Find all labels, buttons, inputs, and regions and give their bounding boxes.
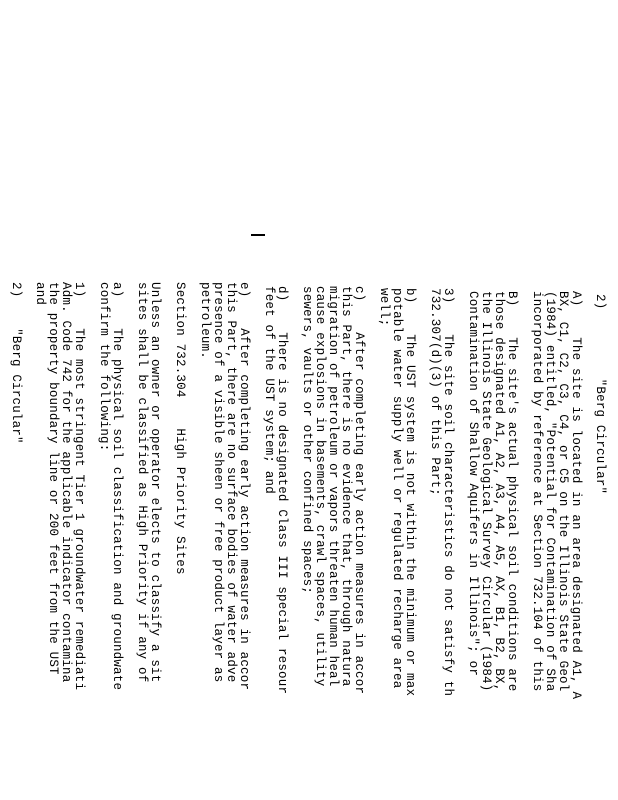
text-line: b) The UST system is not within the minimum or max [403,288,417,697]
text-line: 732.307(d)(3) of this Part; [428,288,442,496]
text-line: BX, C1, C2, C3, C4, or C5 on the Illinois State Geol [556,291,570,692]
text-line: Contamination of Shallow Aquifers in Illinois"; or [466,291,480,677]
text-line: petroleum. [198,282,212,360]
text-line: this Part, there are no surface bodies of water adve [224,282,238,683]
text-line: cause explosions in basements, crawl spaces, utility [313,286,327,687]
text-line: and [33,282,47,306]
text-line: the Illinois State Geological Survey Circular (1984) [479,291,493,692]
text-line: a) The physical soil classification and groundwate [110,282,124,691]
text-line: (1984) entitled, "Potential for Contamination of Sha [543,291,557,692]
text-line: incorporated by reference at Section 732.104 of this [530,291,544,692]
text-line: confirm the following: [97,282,111,452]
text-line: Unless an owner or operator elects to classify a sit [148,282,162,683]
text-line: feet of the UST system; and [262,286,276,494]
text-line: presence of a visible sheen or free product layer as [211,282,225,683]
text-line: sites shall be classified as High Priority if any of [135,282,149,683]
text-line: B) The site's actual physical soil conditions are [505,291,519,692]
text-line: well; [377,288,391,327]
text-line: 2) "Berg Circular" [9,282,23,444]
text-line: potable water supply well or regulated recharge area [390,288,404,689]
text-line: c) After completing early action measures in accor [352,286,366,695]
text-line: Adm. Code 742 for the applicable indicator contamina [59,282,73,683]
text-line: e) After completing early action measures in accor [237,282,251,691]
section-heading: Section 732.304 High Priority Sites [173,282,187,575]
text-line: sewers, vaults or other confined spaces; [300,286,314,595]
text-line: 3) The site soil characteristics do not satisfy th [441,288,455,697]
text-line: the property boundary line or 200 feet from the UST [46,282,60,675]
text-line: 1) The most stringent Tier 1 groundwater remediati [72,282,86,691]
text-line: this Part, there is no evidence that, through natura [339,286,353,687]
text-line: A) The site is located in an area designated A1, A [569,291,583,700]
dash-mark [251,234,265,236]
text-line: those designated A1, A2, A3, A4, A5, AX, B1, B2, BX, [492,291,506,692]
text-line: migration of petroleum or vapors threaten human heal [326,286,340,687]
text-line: d) There is no designated Class III special resour [275,286,289,695]
text-line: 2) "Berg Circular" [593,294,607,495]
